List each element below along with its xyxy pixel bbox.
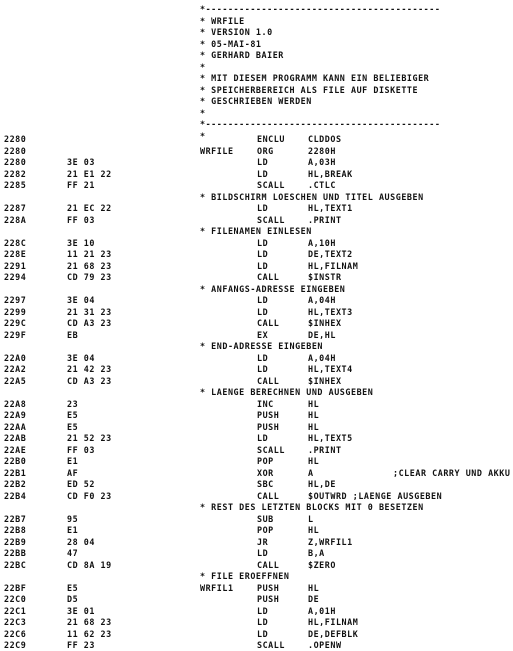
machine-code: E5 [67, 410, 79, 420]
comment-text: * LAENGE BERECHNEN UND AUSGEBEN [200, 387, 374, 397]
header-comment-line [0, 50, 513, 61]
machine-code: 95 [67, 513, 79, 524]
mnemonic: XOR [257, 467, 274, 478]
operand: A [308, 467, 314, 478]
code-line [0, 238, 513, 249]
header-comment-line [0, 96, 513, 107]
code-line [0, 295, 513, 306]
header-comment-line [0, 39, 513, 50]
header-comment-line [0, 4, 513, 15]
mnemonic: LD [257, 306, 269, 317]
comment-text: * [200, 130, 206, 141]
operand: HL,FILNAM [308, 260, 359, 271]
address: 229F [4, 329, 27, 340]
comment-text: * VERSION 1.0 [200, 27, 273, 37]
operand: HL [308, 410, 320, 420]
code-line [0, 249, 513, 260]
machine-code: 11 21 23 [67, 249, 112, 259]
code-line [0, 537, 513, 548]
mnemonic: SCALL [257, 180, 285, 190]
address: 22AA [4, 421, 27, 432]
comment-text: * MIT DIESEM PROGRAMM KANN EIN BELIEBIGER [200, 73, 430, 83]
code-line [0, 583, 513, 594]
address: 2287 [4, 203, 27, 213]
code-line [0, 468, 513, 479]
code-line [0, 445, 513, 456]
address: 2285 [4, 180, 27, 190]
operand: HL [308, 582, 320, 593]
mnemonic: ORG [257, 145, 274, 156]
mnemonic: SBC [257, 479, 274, 489]
address: 2280 [4, 145, 27, 156]
machine-code: FF 03 [67, 214, 95, 225]
mnemonic: CALL [257, 318, 280, 328]
code-line [0, 318, 513, 329]
machine-code: CD A3 23 [67, 375, 112, 386]
code-line [0, 491, 513, 502]
operand: DE,DEFBLK [308, 628, 359, 639]
section-comment-line [0, 571, 513, 582]
machine-code: FF 21 [67, 180, 95, 190]
mnemonic: PUSH [257, 594, 280, 604]
machine-code: 21 68 23 [67, 260, 112, 271]
comment-text: * SPEICHERBEREICH ALS FILE AUF DISKETTE [200, 84, 419, 95]
operand: HL [308, 421, 320, 432]
address: 22A2 [4, 364, 27, 374]
operand: HL,DE [308, 479, 336, 489]
machine-code: 23 [67, 398, 79, 409]
address: 22A9 [4, 410, 27, 420]
operand: HL,TEXT4 [308, 364, 353, 374]
machine-code: ED 52 [67, 479, 95, 489]
operand: A,01H [308, 605, 336, 616]
address: 22B7 [4, 513, 27, 524]
operand: HL [308, 525, 320, 535]
header-comment-line [0, 85, 513, 96]
operand: HL,TEXT1 [308, 203, 353, 213]
code-line [0, 422, 513, 433]
mnemonic: LD [257, 548, 269, 558]
code-line [0, 330, 513, 341]
operand: HL [308, 398, 320, 409]
comment-text: * FILENAMEN EINLESEN [200, 226, 312, 236]
mnemonic: PUSH [257, 582, 280, 593]
operand: .PRINT [308, 444, 342, 455]
operand: HL,TEXT5 [308, 433, 353, 443]
code-line [0, 203, 513, 214]
code-line [0, 353, 513, 364]
section-comment-line [0, 226, 513, 237]
code-line [0, 548, 513, 559]
mnemonic: LD [257, 364, 269, 374]
code-line [0, 617, 513, 628]
address: 22BC [4, 559, 27, 570]
code-line [0, 261, 513, 272]
operand: .OPENW [308, 640, 342, 650]
operand: Z,WRFIL1 [308, 536, 353, 547]
comment-text: * [200, 61, 206, 72]
comment-text: * GERHARD BAIER [200, 50, 284, 60]
mnemonic: SCALL [257, 640, 285, 650]
code-line [0, 594, 513, 605]
machine-code: D5 [67, 594, 79, 604]
operand: HL [308, 456, 320, 466]
operand: HL,FILNAM [308, 617, 359, 627]
address: 228A [4, 214, 27, 225]
address: 22BB [4, 548, 27, 558]
operand: DE,TEXT2 [308, 249, 353, 259]
machine-code: 21 52 23 [67, 433, 112, 443]
mnemonic: LD [257, 203, 269, 213]
header-comment-line [0, 108, 513, 119]
comment-text: * GESCHRIEBEN WERDEN [200, 96, 312, 106]
machine-code: 3E 01 [67, 605, 95, 616]
address: 22C6 [4, 628, 27, 639]
machine-code: E5 [67, 421, 79, 432]
operand: CLDDOS [308, 134, 342, 144]
mnemonic: CALL [257, 375, 280, 386]
operand: A,03H [308, 157, 336, 167]
mnemonic: CALL [257, 490, 280, 501]
comment-text: * BILDSCHIRM LOESCHEN UND TITEL AUSGEBEN [200, 191, 424, 202]
machine-code: 11 62 23 [67, 628, 112, 639]
operand: HL,BREAK [308, 168, 353, 179]
header-comment-line [0, 62, 513, 73]
address: 22C1 [4, 605, 27, 616]
code-line [0, 456, 513, 467]
code-line [0, 399, 513, 410]
operand: $INSTR [308, 272, 342, 282]
machine-code: CD 8A 19 [67, 559, 112, 570]
operand: L [308, 513, 314, 524]
address: 2291 [4, 260, 27, 271]
mnemonic: LD [257, 617, 269, 627]
code-line [0, 169, 513, 180]
address: 22C3 [4, 617, 27, 627]
section-comment-line [0, 284, 513, 295]
mnemonic: LD [257, 295, 269, 305]
machine-code: 21 31 23 [67, 306, 112, 317]
operand: A,04H [308, 352, 336, 363]
label: WRFILE [200, 145, 234, 156]
code-line [0, 146, 513, 157]
comment-text: * [200, 107, 206, 118]
address: 229C [4, 318, 27, 328]
code-line [0, 525, 513, 536]
address: 22B9 [4, 536, 27, 547]
machine-code: CD F0 23 [67, 490, 112, 501]
operand: $OUTWRD ;LAENGE AUSGEBEN [308, 490, 443, 501]
comment-text: * ANFANGS-ADRESSE EINGEBEN [200, 283, 346, 294]
mnemonic: CALL [257, 559, 280, 570]
code-line [0, 560, 513, 571]
code-line [0, 514, 513, 525]
address: 22B0 [4, 456, 27, 466]
address: 22A0 [4, 352, 27, 363]
mnemonic: CALL [257, 272, 280, 282]
machine-code: 21 68 23 [67, 617, 112, 627]
code-line [0, 215, 513, 226]
address: 2297 [4, 295, 27, 305]
machine-code: AF [67, 467, 79, 478]
code-line [0, 376, 513, 387]
mnemonic: LD [257, 237, 269, 248]
code-line [0, 134, 513, 145]
code-line [0, 433, 513, 444]
machine-code: 3E 04 [67, 295, 95, 305]
mnemonic: PUSH [257, 410, 280, 420]
machine-code: FF 23 [67, 640, 95, 650]
address: 22C0 [4, 594, 27, 604]
code-line [0, 307, 513, 318]
machine-code: E1 [67, 525, 79, 535]
machine-code: 47 [67, 548, 79, 558]
section-comment-line [0, 387, 513, 398]
header-comment-line [0, 73, 513, 84]
header-comment-line [0, 27, 513, 38]
address: 22B2 [4, 479, 27, 489]
machine-code: CD A3 23 [67, 318, 112, 328]
address: 22AE [4, 444, 27, 455]
comment-text: * REST DES LETZTEN BLOCKS MIT 0 BESETZEN [200, 502, 424, 512]
address: 228E [4, 249, 27, 259]
operand: .CTLC [308, 180, 336, 190]
mnemonic: LD [257, 249, 269, 259]
mnemonic: LD [257, 260, 269, 271]
address: 22B8 [4, 525, 27, 535]
mnemonic: SUB [257, 513, 274, 524]
machine-code: 3E 10 [67, 237, 95, 248]
machine-code: 28 04 [67, 536, 95, 547]
machine-code: 3E 03 [67, 157, 95, 167]
inline-comment: ;CLEAR CARRY UND AKKU [393, 467, 511, 478]
comment-text: * WRFILE [200, 15, 245, 26]
mnemonic: LD [257, 352, 269, 363]
header-comment-line [0, 16, 513, 27]
machine-code: EB [67, 329, 79, 340]
operand: 2280H [308, 145, 336, 156]
address: 22A5 [4, 375, 27, 386]
mnemonic: POP [257, 525, 274, 535]
operand: DE [308, 594, 320, 604]
operand: HL,TEXT3 [308, 306, 353, 317]
code-line [0, 629, 513, 640]
mnemonic: LD [257, 433, 269, 443]
code-line [0, 410, 513, 421]
address: 22AB [4, 433, 27, 443]
mnemonic: JR [257, 536, 269, 547]
comment-text: * FILE EROEFFNEN [200, 571, 290, 581]
operand: A,10H [308, 237, 336, 248]
operand: $ZERO [308, 559, 336, 570]
machine-code: 21 42 23 [67, 364, 112, 374]
address: 2294 [4, 272, 27, 282]
label: WRFIL1 [200, 582, 234, 593]
machine-code: 21 EC 22 [67, 203, 112, 213]
section-comment-line [0, 502, 513, 513]
code-line [0, 606, 513, 617]
operand: $INHEX [308, 375, 342, 386]
section-comment-line [0, 192, 513, 203]
comment-text: * END-ADRESSE EINGEBEN [200, 341, 324, 351]
mnemonic: LD [257, 168, 269, 179]
code-line [0, 180, 513, 191]
mnemonic: ENCLU [257, 134, 285, 144]
code-line [0, 364, 513, 375]
address: 22B4 [4, 490, 27, 501]
machine-code: E1 [67, 456, 79, 466]
header-comment-line [0, 119, 513, 130]
operand: B,A [308, 548, 325, 558]
mnemonic: PUSH [257, 421, 280, 432]
code-line [0, 157, 513, 168]
address: 22C9 [4, 640, 27, 650]
mnemonic: POP [257, 456, 274, 466]
operand: A,04H [308, 295, 336, 305]
machine-code: FF 03 [67, 444, 95, 455]
section-comment-line [0, 341, 513, 352]
mnemonic: LD [257, 628, 269, 639]
address: 2280 [4, 157, 27, 167]
mnemonic: INC [257, 398, 274, 409]
mnemonic: SCALL [257, 214, 285, 225]
operand: DE,HL [308, 329, 336, 340]
mnemonic: SCALL [257, 444, 285, 455]
machine-code: 21 E1 22 [67, 168, 112, 179]
address: 2280 [4, 134, 27, 144]
comment-text: *------------------------------------------ [200, 4, 441, 14]
mnemonic: LD [257, 605, 269, 616]
code-line [0, 272, 513, 283]
address: 22BF [4, 582, 27, 593]
address: 228C [4, 237, 27, 248]
comment-text: *------------------------------------------ [200, 119, 441, 129]
operand: .PRINT [308, 214, 342, 225]
machine-code: E5 [67, 582, 79, 593]
machine-code: 3E 04 [67, 352, 95, 363]
mnemonic: LD [257, 157, 269, 167]
address: 22A8 [4, 398, 27, 409]
comment-text: * 05-MAI-81 [200, 38, 262, 49]
operand: $INHEX [308, 318, 342, 328]
machine-code: CD 79 23 [67, 272, 112, 282]
mnemonic: EX [257, 329, 269, 340]
address: 22B1 [4, 467, 27, 478]
address: 2282 [4, 168, 27, 179]
address: 2299 [4, 306, 27, 317]
code-line [0, 479, 513, 490]
